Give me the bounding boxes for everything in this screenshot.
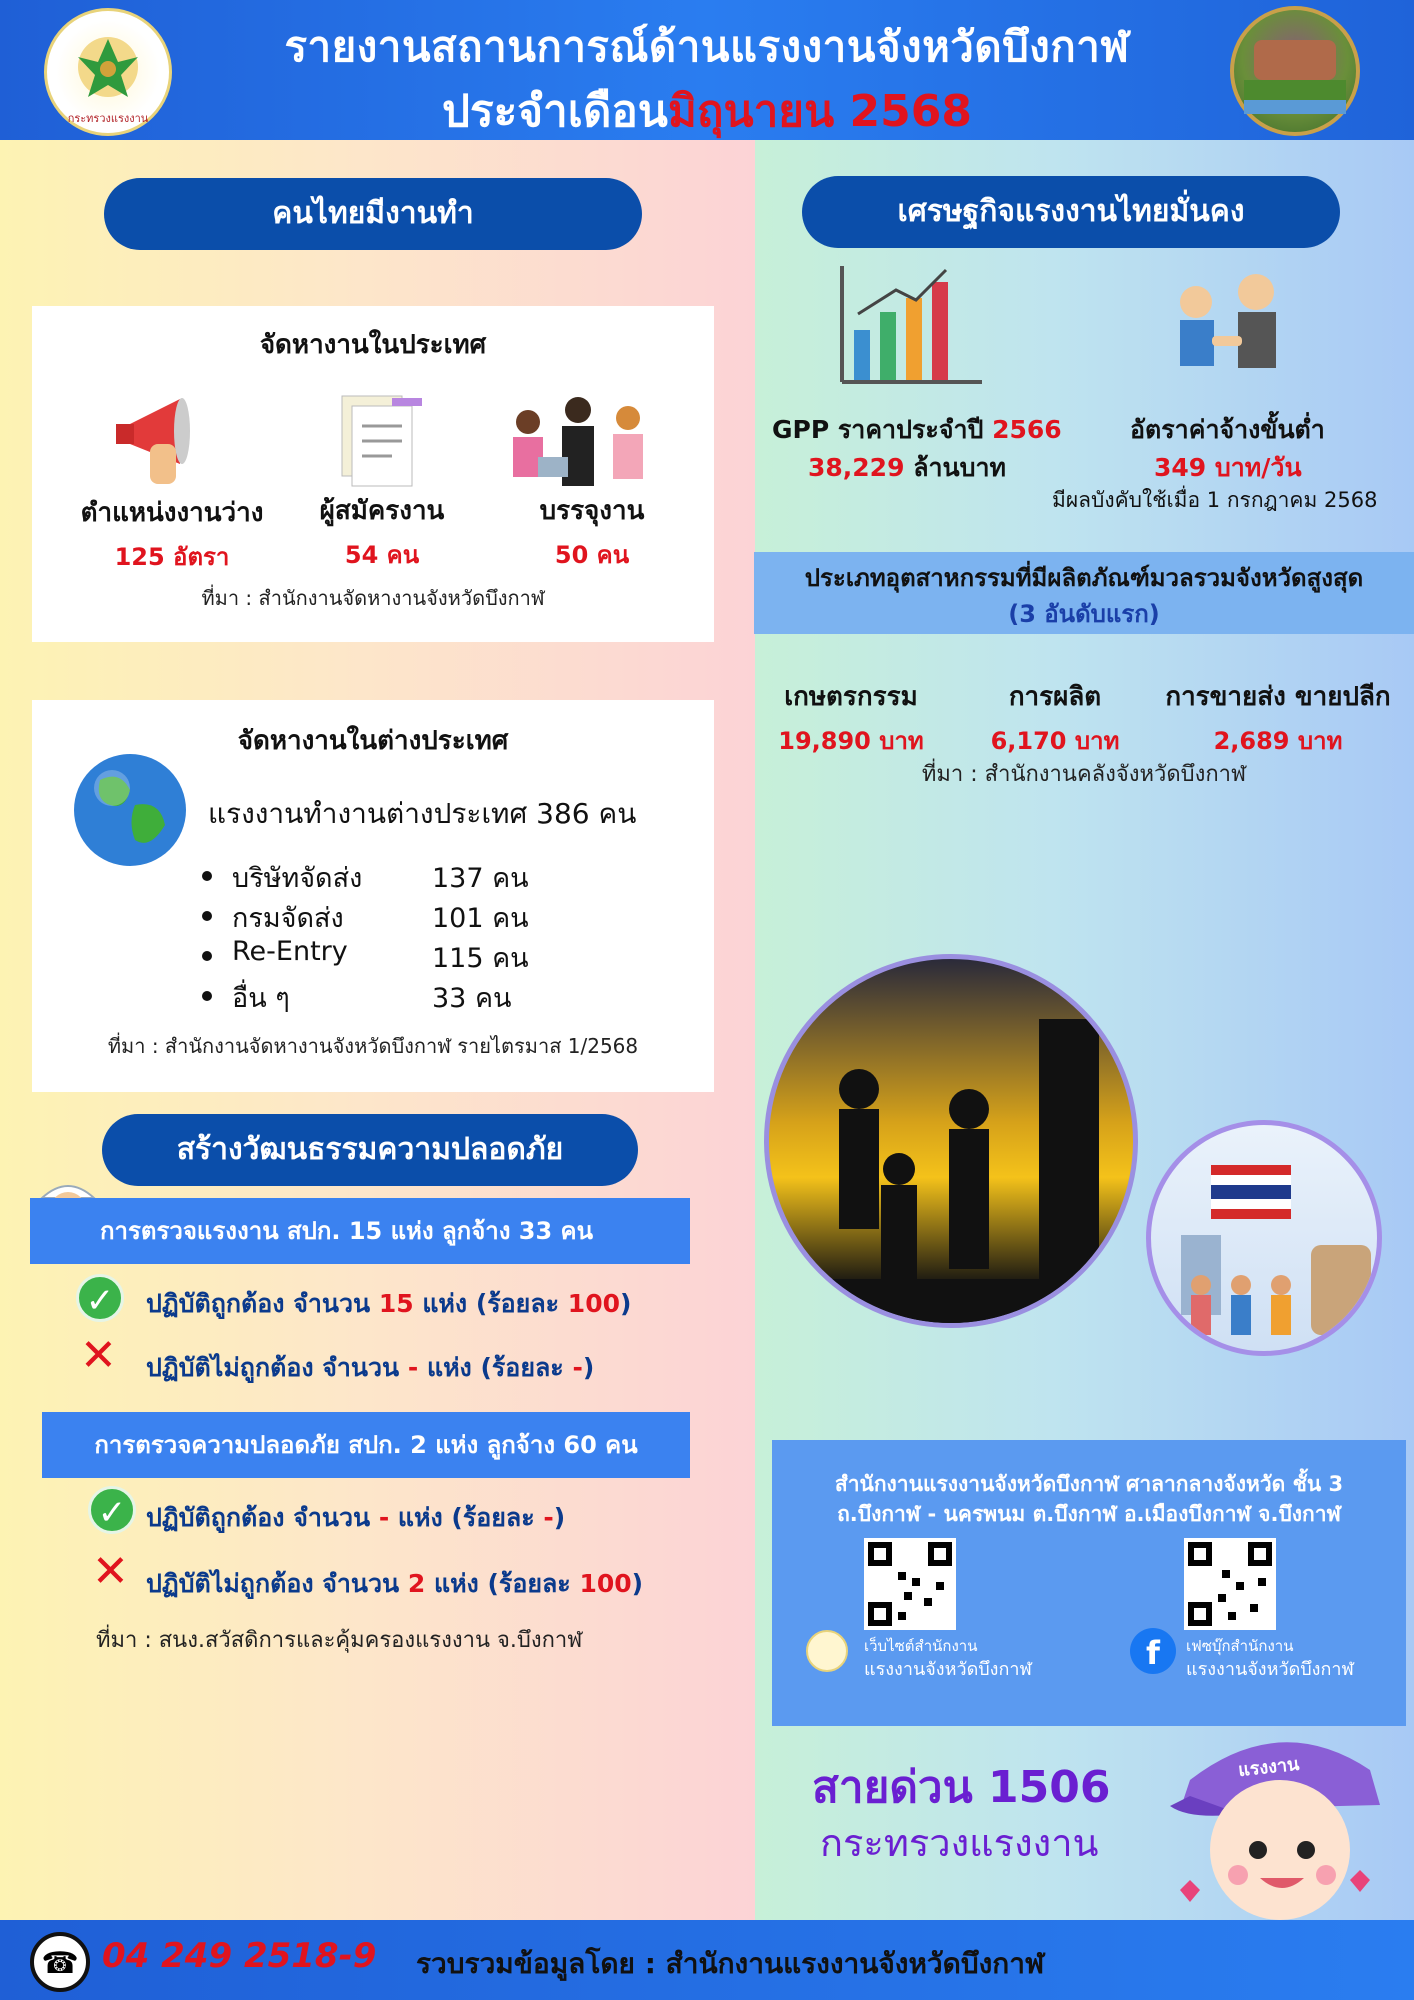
row-text: ปฏิบัติไม่ถูกต้อง จำนวน (146, 1569, 408, 1598)
worker-silhouettes-icon (769, 959, 1138, 1328)
hotline-ministry: กระทรวงแรงงาน (820, 1821, 1099, 1865)
domestic-card-title: จัดหางานในประเทศ (259, 330, 487, 360)
industry-subtitle: (3 อันดับแรก) (1008, 600, 1160, 628)
list-item-name: Re-Entry (232, 936, 348, 967)
header-banner (0, 0, 1414, 140)
ministry-of-labour-logo (44, 8, 172, 136)
row-text: แห่ง (ร้อยละ (389, 1503, 544, 1532)
province-seal-icon (1234, 10, 1356, 132)
row-text: ปฏิบัติถูกต้อง จำนวน (146, 1503, 379, 1532)
safety-inspection-header: การตรวจความปลอดภัย สปก. 2 แห่ง ลูกจ้าง 60 คน (42, 1412, 690, 1478)
subtitle-month: มิถุนายน 2568 (667, 86, 972, 137)
min-wage-note: มีผลบังคับใช้เมื่อ 1 กรกฎาคม 2568 (1052, 488, 1378, 512)
footer-phone[interactable]: 04 249 2518-9 (102, 1936, 377, 1976)
stat-applicants (282, 490, 482, 574)
facebook-qr-code[interactable] (1184, 1538, 1276, 1630)
page-title: รายงานสถานการณ์ด้านแรงงานจังหวัดบึงกาฬ (284, 22, 1130, 71)
industry-value: 19,890 บาท (778, 727, 924, 755)
industry-name: การผลิต (1008, 682, 1102, 712)
facebook-icon[interactable]: f (1130, 1628, 1176, 1674)
safety-source: ที่มา : สนง.สวัสดิการและคุ้มครองแรงงาน จ.บึงกาฬ (96, 1628, 583, 1653)
industry-value: 6,170 บาท (990, 727, 1120, 755)
cross-icon: ✕ (92, 1546, 129, 1597)
stat-label: ผู้สมัครงาน (319, 496, 445, 526)
list-item-name: บริษัทจัดส่ง (232, 863, 363, 894)
section-economy-title: เศรษฐกิจแรงงานไทยมั่นคง (802, 176, 1340, 248)
overseas-source: ที่มา : สำนักงานจัดหางานจังหวัดบึงกาฬ รายไตรมาส 1/2568 (107, 1034, 639, 1058)
list-item (202, 936, 602, 976)
industry-trade (1148, 676, 1408, 760)
section-safety-title: สร้างวัฒนธรรมความปลอดภัย (102, 1114, 638, 1186)
website-label-2: แรงงานจังหวัดบึงกาฬ (864, 1659, 1032, 1680)
row-number: - (378, 1503, 390, 1532)
website-label-1: เว็บไซต์สำนักงาน (864, 1637, 978, 1655)
footer-bar (0, 1920, 1414, 2000)
gpp-label-text: GPP ราคาประจำปี (772, 415, 993, 444)
industry-manufacturing (980, 676, 1130, 760)
row-percent: 100 (567, 1289, 620, 1318)
documents-icon (322, 386, 432, 496)
cross-icon: ✕ (80, 1330, 117, 1381)
office-workers-icon (498, 382, 668, 492)
facebook-label-2: แรงงานจังหวัดบึงกาฬ (1186, 1659, 1354, 1680)
thai-flag-crowd-icon (1151, 1125, 1382, 1356)
list-item-name: กรมจัดส่ง (232, 903, 344, 934)
industry-agriculture (766, 676, 936, 760)
stat-job-vacancies (52, 492, 292, 576)
contact-address-line2: ถ.บึงกาฬ - นครพนม ต.บึงกาฬ อ.เมืองบึงกาฬ จ.บึงกาฬ (837, 1502, 1341, 1526)
safety-ok-row (146, 1498, 565, 1538)
min-wage-label: อัตราค่าจ้างขั้นต่ำ (1130, 415, 1325, 444)
row-number: 15 (378, 1289, 414, 1318)
gpp-year: 2566 (992, 415, 1062, 444)
handshake-icon (1156, 262, 1296, 402)
gpp-value (808, 448, 1006, 488)
industry-header-box (754, 552, 1414, 634)
row-text: ปฏิบัติถูกต้อง จำนวน (146, 1289, 379, 1318)
garuda-emblem-icon (63, 27, 153, 117)
check-circle-icon: ✓ (88, 1486, 136, 1534)
list-item-count: 115 คน (432, 943, 529, 974)
industry-name: เกษตรกรรม (784, 682, 918, 712)
row-percent: - (572, 1353, 583, 1382)
row-text: ) (582, 1353, 595, 1382)
list-item-name: อื่น ๆ (232, 983, 290, 1014)
overseas-card-title: จัดหางานในต่างประเทศ (237, 726, 509, 756)
stat-value: 125 อัตรา (114, 543, 230, 571)
contact-box (772, 1440, 1406, 1726)
labor-inspection-header: การตรวจแรงงาน สปก. 15 แห่ง ลูกจ้าง 33 คน (30, 1198, 690, 1264)
globe-icon (70, 750, 190, 870)
stat-placements (492, 490, 692, 574)
province-seal-logo (1230, 6, 1360, 136)
subtitle-prefix: ประจำเดือน (442, 86, 668, 137)
industry-name: การขายส่ง ขายปลีก (1165, 682, 1391, 712)
row-text: ) (553, 1503, 566, 1532)
megaphone-icon (110, 384, 230, 494)
overseas-jobs-card (32, 700, 714, 1092)
stat-value: 54 คน (344, 541, 420, 569)
stat-value: 50 คน (554, 541, 630, 569)
hotline-number: สายด่วน 1506 (812, 1762, 1111, 1813)
list-item (202, 976, 602, 1016)
gpp-amount: 38,229 (808, 453, 905, 482)
website-qr-code[interactable] (864, 1538, 956, 1630)
check-circle-icon: ✓ (76, 1274, 124, 1322)
domestic-jobs-card (32, 306, 714, 642)
ministry-small-logo-icon (806, 1630, 848, 1672)
qr-code-icon (1188, 1542, 1272, 1626)
list-item (202, 896, 602, 936)
facebook-label-1: เฟซบุ๊กสำนักงาน (1186, 1637, 1294, 1655)
list-item (202, 856, 602, 896)
industry-source: ที่มา : สำนักงานคลังจังหวัดบึงกาฬ (921, 762, 1247, 787)
row-percent: 100 (579, 1569, 632, 1598)
overseas-summary: แรงงานทำงานต่างประเทศ 386 คน (208, 797, 637, 830)
migrant-workers-photo (1146, 1120, 1382, 1356)
stat-label: ตำแหน่งงานว่าง (80, 498, 264, 528)
footer-credit: รวบรวมข้อมูลโดย : สำนักงานแรงงานจังหวัดบึงกาฬ (416, 1947, 1045, 1980)
industry-title: ประเภทอุตสาหกรรมที่มีผลิตภัณฑ์มวลรวมจังหวัดสูงสุด (804, 564, 1364, 592)
row-number: - (407, 1353, 419, 1382)
mascot-cap-label: แรงงาน (1237, 1753, 1301, 1782)
phone-icon: ☎ (30, 1932, 90, 1992)
section-employment-title: คนไทยมีงานทำ (104, 178, 642, 250)
gpp-label (772, 410, 1062, 450)
page-subtitle (200, 76, 1214, 146)
row-text: ) (631, 1569, 644, 1598)
qr-code-icon (868, 1542, 952, 1626)
gpp-unit: ล้านบาท (904, 453, 1007, 482)
logo-caption: กระทรวงแรงงาน (67, 112, 149, 125)
row-text: แห่ง (ร้อยละ (425, 1569, 580, 1598)
row-percent: - (543, 1503, 554, 1532)
domestic-source: ที่มา : สำนักงานจัดหางานจังหวัดบึงกาฬ (201, 586, 545, 610)
row-text: แห่ง (ร้อยละ (418, 1353, 573, 1382)
workers-silhouette-photo (764, 954, 1138, 1328)
row-text: ) (619, 1289, 632, 1318)
safety-bad-row (146, 1564, 643, 1604)
industry-value: 2,689 บาท (1213, 727, 1343, 755)
row-text: แห่ง (ร้อยละ (413, 1289, 568, 1318)
bar-chart-growth-icon (836, 262, 986, 392)
list-item-count: 101 คน (432, 903, 529, 934)
min-wage-value: 349 บาท/วัน (1154, 453, 1302, 482)
list-item-count: 33 คน (432, 983, 512, 1014)
labor-ok-row (146, 1284, 631, 1324)
overseas-breakdown-list (202, 856, 602, 1016)
row-text: ปฏิบัติไม่ถูกต้อง จำนวน (146, 1353, 408, 1382)
labor-bad-row (146, 1348, 594, 1388)
contact-address-line1: สำนักงานแรงงานจังหวัดบึงกาฬ ศาลากลางจังหวัด ชั้น 3 (834, 1472, 1344, 1496)
list-item-count: 137 คน (432, 863, 529, 894)
row-number: 2 (407, 1569, 426, 1598)
stat-label: บรรจุงาน (539, 496, 645, 526)
